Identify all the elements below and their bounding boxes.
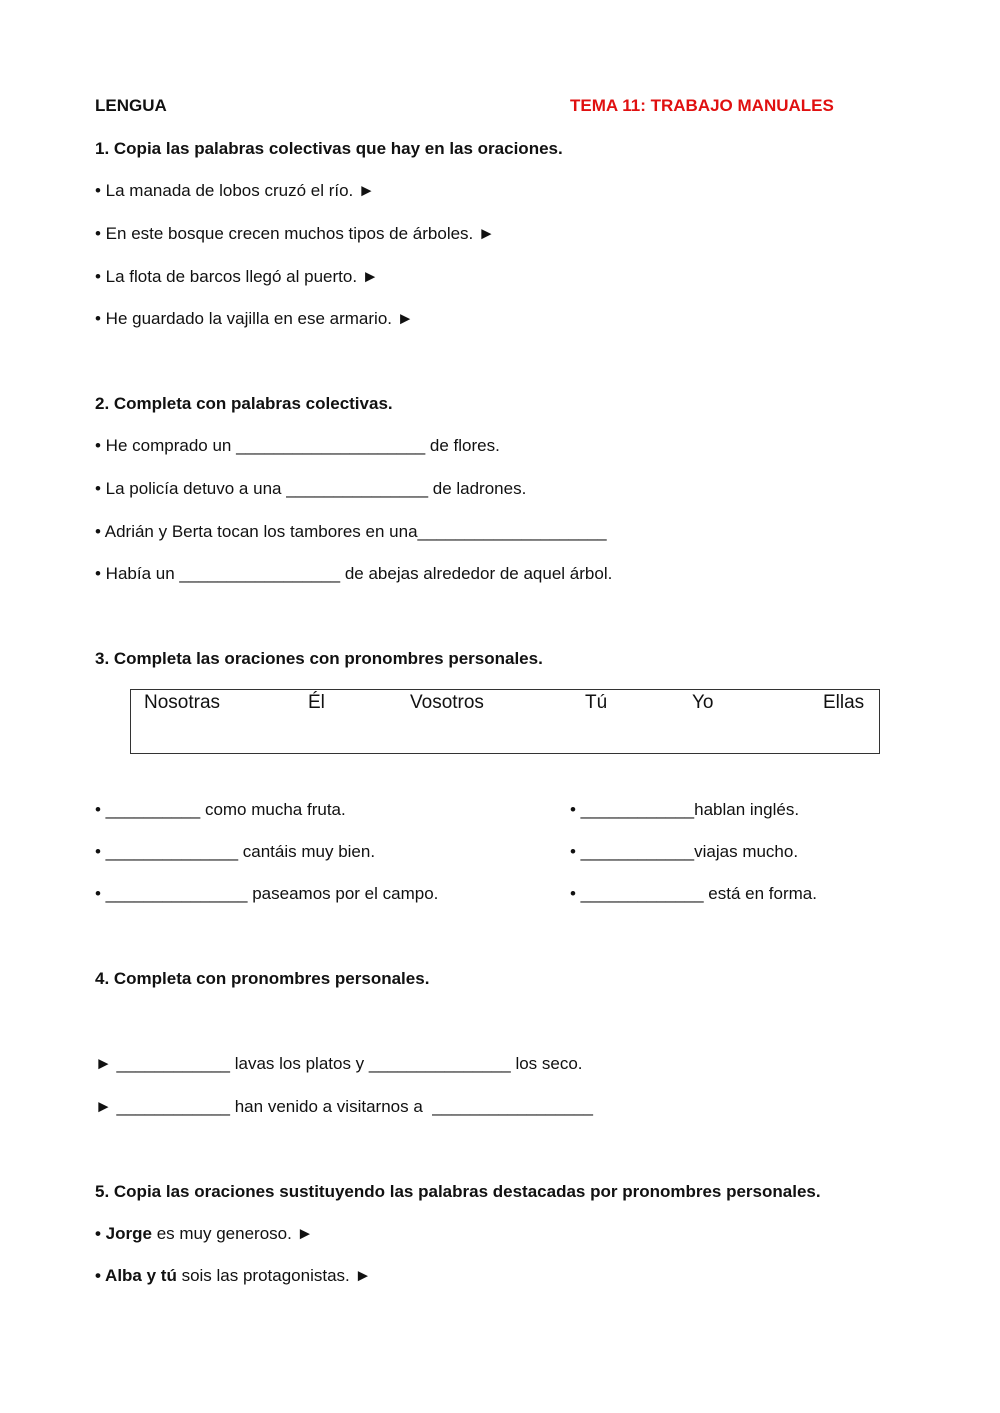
exercise-3-right-item: • ____________hablan inglés. xyxy=(570,800,800,819)
subject-title: LENGUA xyxy=(95,96,167,115)
exercise-2-item: • He comprado un ____________________ de flores. xyxy=(95,436,500,455)
word-bank-word: Él xyxy=(308,692,325,713)
word-bank-word: Nosotras xyxy=(144,692,221,713)
exercise-1-item: • La manada de lobos cruzó el río. ► xyxy=(95,181,375,200)
exercise-3-left-item: • ______________ cantáis muy bien. xyxy=(95,842,376,861)
exercise-1-item: • La flota de barcos llegó al puerto. ► xyxy=(95,267,379,286)
exercise-1-item: • He guardado la vajilla en ese armario. ► xyxy=(95,309,414,328)
exercise-2-item: • Había un _________________ de abejas alrededor de aquel árbol. xyxy=(95,564,613,583)
exercise-4-item: ► ____________ han venido a visitarnos a _________________ xyxy=(95,1097,593,1116)
exercise-1-title: 1. Copia las palabras colectivas que hay en las oraciones. xyxy=(95,139,563,158)
exercise-2-item: • La policía detuvo a una _______________ de ladrones. xyxy=(95,479,527,498)
exercise-3-title: 3. Completa las oraciones con pronombres personales. xyxy=(95,649,543,668)
sentence-rest: sois las protagonistas. ► xyxy=(176,1266,372,1285)
exercise-2-title: 2. Completa con palabras colectivas. xyxy=(95,394,393,413)
sentence-rest: es muy generoso. ► xyxy=(151,1224,314,1243)
exercise-3-right-item: • ____________viajas mucho. xyxy=(570,842,799,861)
highlighted-words: • Alba y tú xyxy=(95,1266,177,1285)
exercise-3-left-item: • _______________ paseamos por el campo. xyxy=(95,884,439,903)
highlighted-words: • Jorge xyxy=(95,1224,152,1243)
word-bank-word: Tú xyxy=(585,692,608,713)
word-bank-word: Yo xyxy=(692,692,714,713)
word-bank-word: Ellas xyxy=(823,692,865,713)
exercise-5-item xyxy=(95,1224,313,1244)
exercise-3-right-item: • _____________ está en forma. xyxy=(570,884,817,903)
topic-title: TEMA 11: TRABAJO MANUALES xyxy=(570,96,834,115)
exercise-3-left-item: • __________ como mucha fruta. xyxy=(95,800,346,819)
exercise-1-item: • En este bosque crecen muchos tipos de árboles. ► xyxy=(95,224,495,243)
exercise-4-title: 4. Completa con pronombres personales. xyxy=(95,969,430,988)
exercise-2-item: • Adrián y Berta tocan los tambores en una____________________ xyxy=(95,522,607,541)
word-bank-box xyxy=(130,689,880,754)
exercise-5-title: 5. Copia las oraciones sustituyendo las palabras destacadas por pronombres personales. xyxy=(95,1182,821,1201)
exercise-5-item xyxy=(95,1266,371,1286)
exercise-4-item: ► ____________ lavas los platos y _______________ los seco. xyxy=(95,1054,583,1073)
word-bank-word: Vosotros xyxy=(410,692,484,713)
